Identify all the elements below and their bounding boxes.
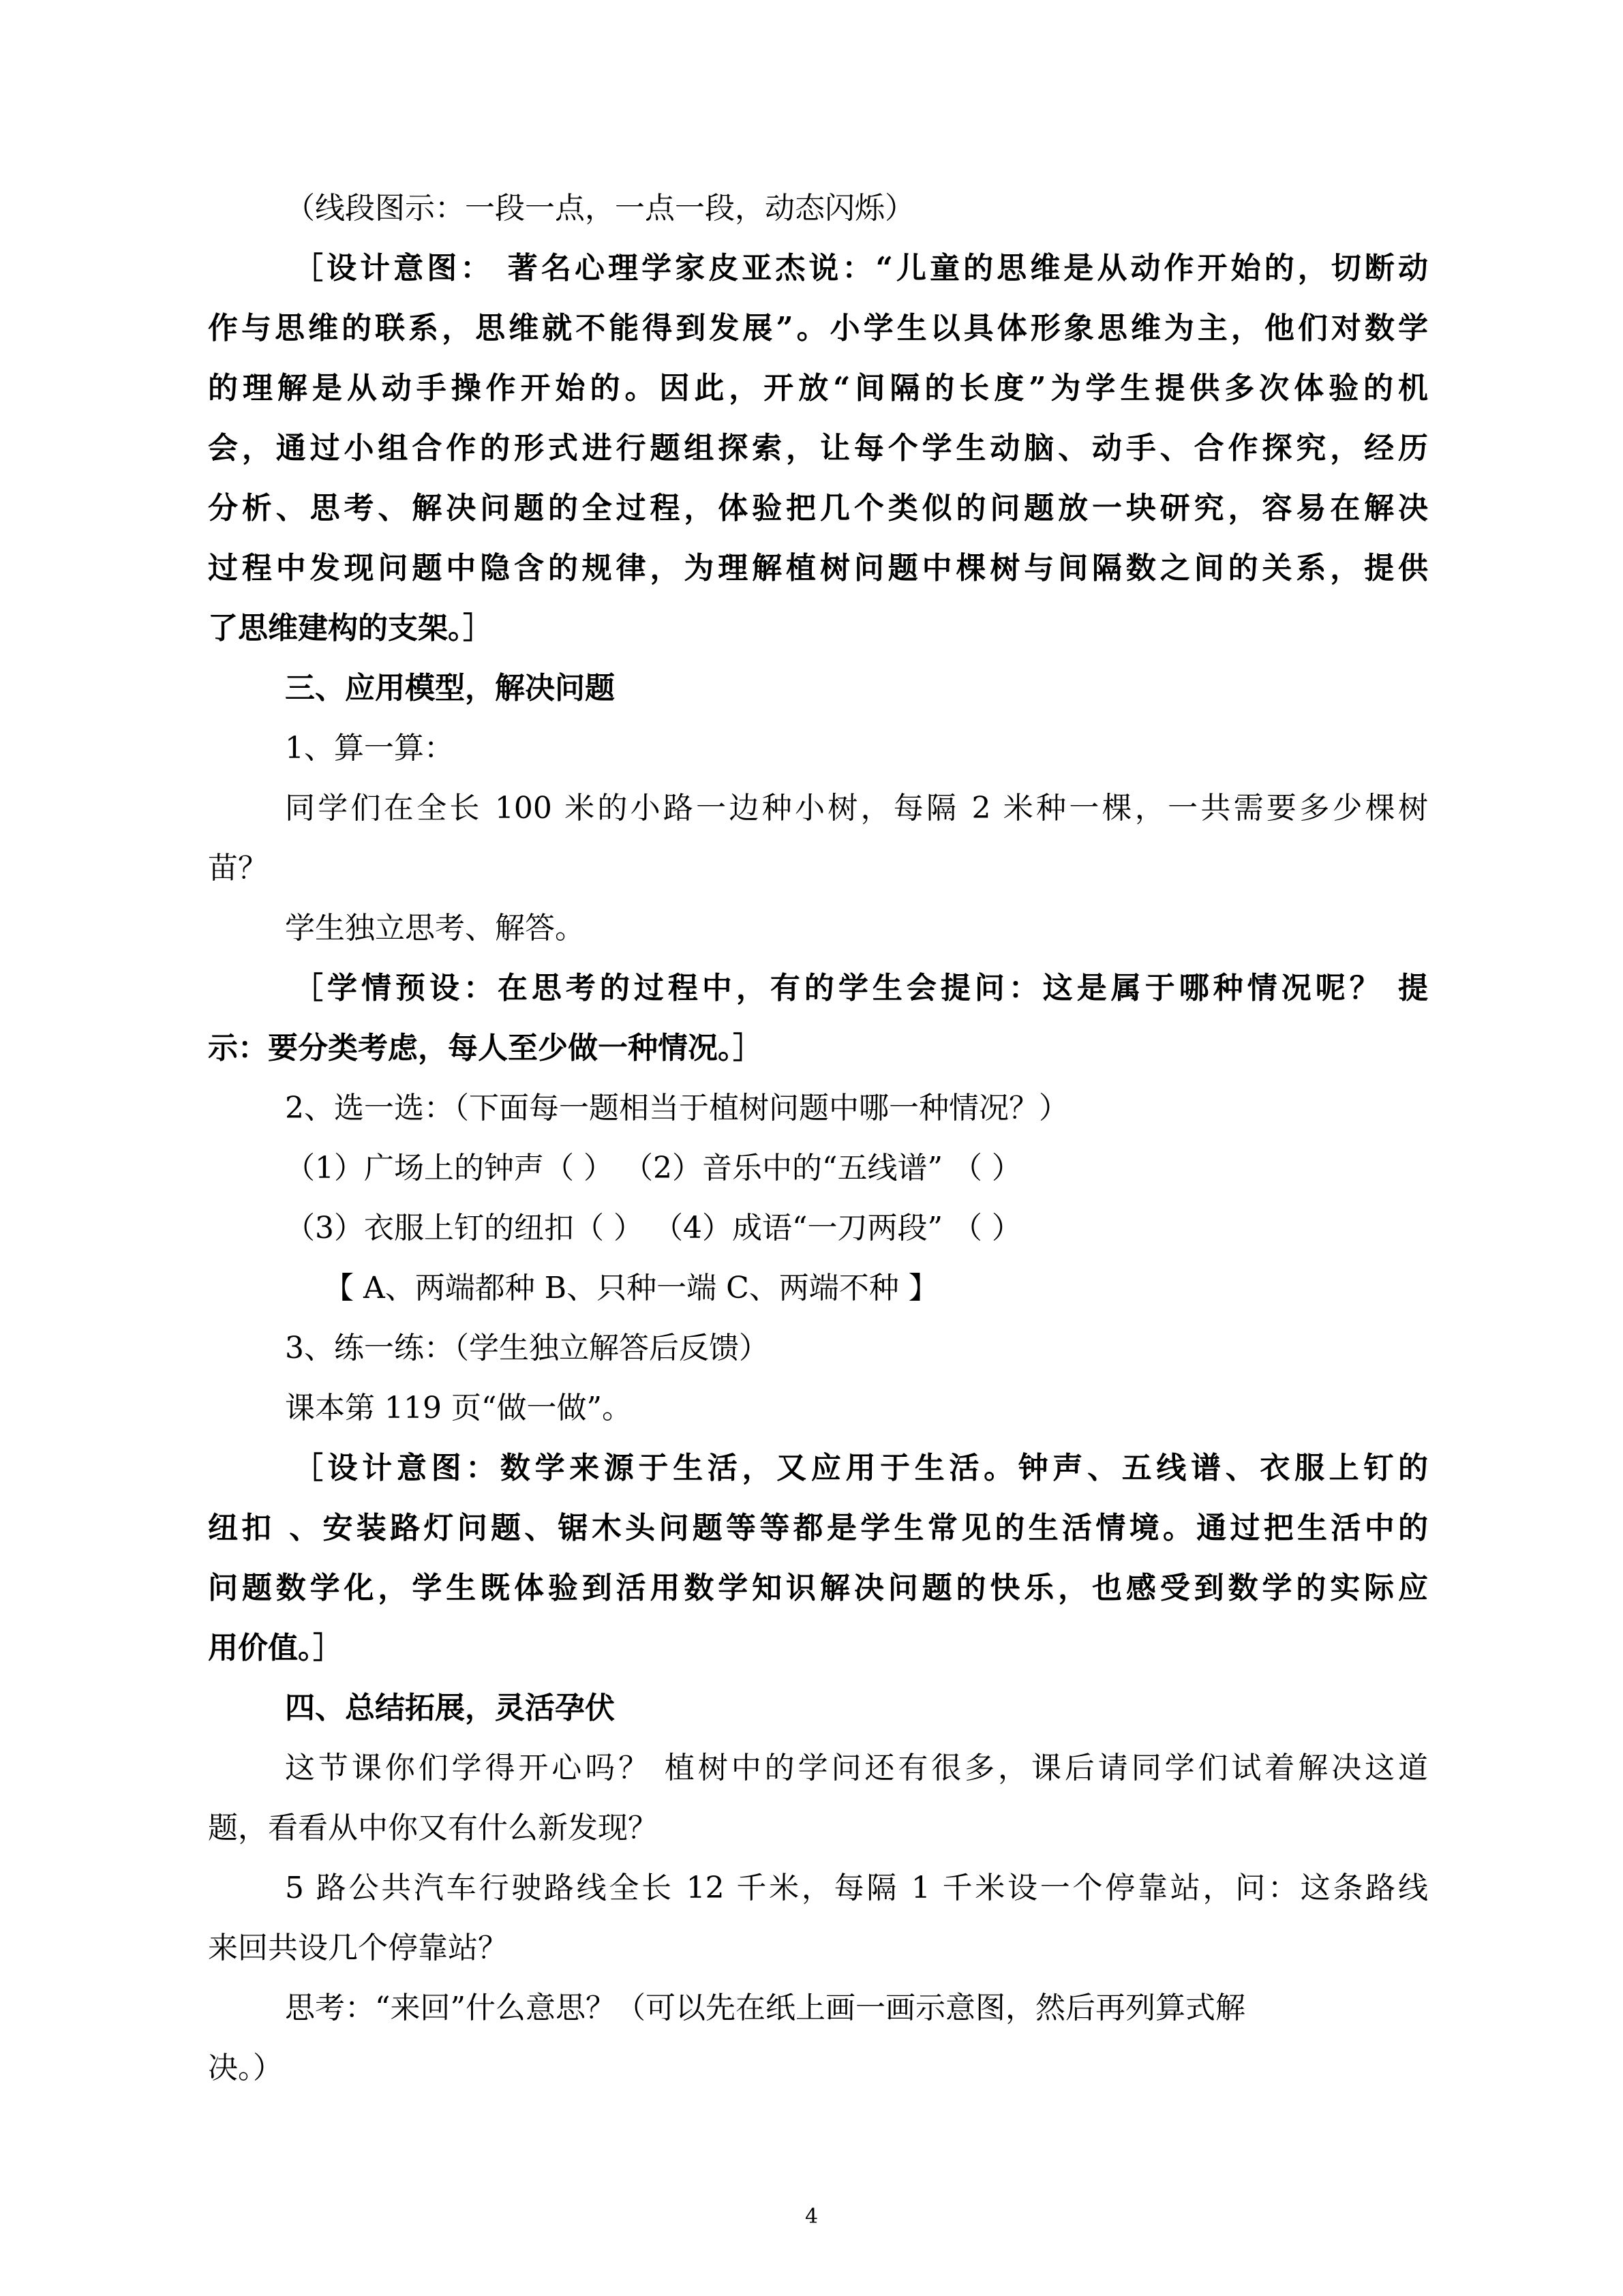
text-line: 题，看看从中你又有什么新发现？ [208, 1811, 658, 1845]
text-line: 苗？ [208, 851, 268, 886]
choice-question-line: （3）衣服上钉的纽扣（ ） （4）成语“一刀两段” （ ） [285, 1211, 1022, 1245]
design-intent-line: 分析、思考、解决问题的全过程，体验把几个类似的问题放一块研究，容易在解决 [208, 491, 1428, 526]
design-intent-line: 的理解是从动手操作开始的。因此，开放“间隔的长度”为学生提供多次体验的机 [208, 371, 1428, 406]
text-line: （线段图示：一段一点，一点一段，动态闪烁） [285, 191, 915, 226]
section-heading: 四、总结拓展，灵活孕伏 [285, 1691, 615, 1725]
text-line: 课本第 119 页“做一做”。 [285, 1391, 632, 1425]
choice-question-line: （1）广场上的钟声（ ） （2）音乐中的“五线谱” （ ） [285, 1151, 1022, 1185]
text-line: 同学们在全长 100 米的小路一边种小树，每隔 2 米种一棵，一共需要多少棵树 [285, 791, 1428, 826]
design-intent-line: 作与思维的联系，思维就不能得到发展”。小学生以具体形象思维为主，他们对数学 [208, 311, 1428, 346]
text-line: 学生独立思考、解答。 [285, 911, 585, 946]
text-line: 思考：“来回”什么意思？（可以先在纸上画一画示意图，然后再列算式解 [285, 1991, 1245, 2025]
text-line: 决。） [208, 2051, 283, 2085]
page-number: 4 [804, 2205, 819, 2229]
text-line: 这节课你们学得开心吗？ 植树中的学问还有很多，课后请同学们试着解决这道 [285, 1751, 1428, 1785]
design-intent-line: 会，通过小组合作的形式进行题组探索，让每个学生动脑、动手、合作探究，经历 [208, 431, 1428, 466]
section-heading: 三、应用模型，解决问题 [285, 671, 615, 706]
design-intent-line: ［设计意图：数学来源于生活，又应用于生活。钟声、五线谱、衣服上钉的 [293, 1451, 1428, 1485]
text-line: 来回共设几个停靠站？ [208, 1931, 508, 1965]
subsection-heading: 3、练一练：（学生独立解答后反馈） [285, 1331, 769, 1365]
text-line: 5 路公共汽车行驶路线全长 12 千米，每隔 1 千米设一个停靠站，问：这条路线 [285, 1871, 1428, 1905]
design-intent-line: ［设计意图： 著名心理学家皮亚杰说：“儿童的思维是从动作开始的，切断动 [293, 251, 1428, 286]
design-intent-line: 用价值。］ [208, 1631, 343, 1665]
subsection-heading: 1、算一算： [285, 731, 454, 766]
design-intent-line: 了思维建构的支架。］ [208, 611, 493, 646]
answer-options-line: 【 A、两端都种 B、只种一端 C、两端不种 】 [324, 1271, 939, 1305]
design-intent-line: 纽扣 、安装路灯问题、锯木头问题等等都是学生常见的生活情境。通过把生活中的 [208, 1511, 1428, 1545]
subsection-heading: 2、选一选：（下面每一题相当于植树问题中哪一种情况？） [285, 1091, 1069, 1126]
learning-preview-line: 示：要分类考虑，每人至少做一种情况。］ [208, 1031, 763, 1066]
design-intent-line: 问题数学化，学生既体验到活用数学知识解决问题的快乐，也感受到数学的实际应 [208, 1571, 1428, 1605]
page-body [208, 179, 1428, 2098]
learning-preview-line: ［学情预设：在思考的过程中，有的学生会提问：这是属于哪种情况呢？ 提 [293, 971, 1428, 1006]
design-intent-line: 过程中发现问题中隐含的规律，为理解植树问题中棵树与间隔数之间的关系，提供 [208, 551, 1428, 586]
